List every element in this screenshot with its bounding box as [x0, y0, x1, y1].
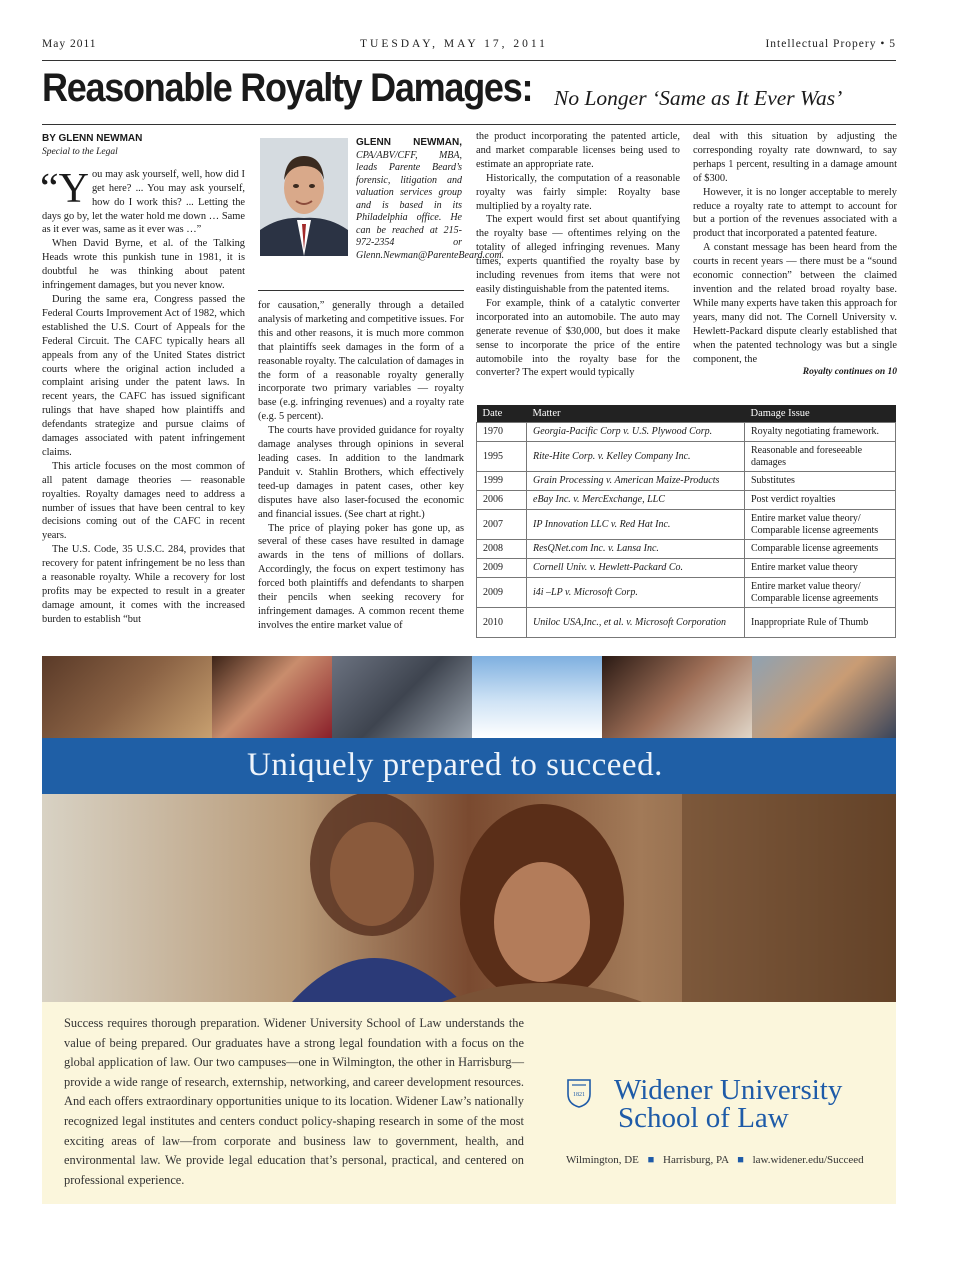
table-row: [477, 578, 896, 608]
bio-rule: [258, 290, 464, 291]
table-row: [477, 608, 896, 638]
paragraph: ou may ask yourself, well, how did I get here? ... You may ask yourself, how do I work this? ... Letting the days go by, let the water hold me down … Same as it ever was, same as it ever was …”: [42, 168, 245, 236]
cell-issue: Substitutes: [745, 472, 896, 491]
article-column-1: [42, 132, 245, 627]
paragraph: For example, think of a catalytic converter incorporated into an automobile. The auto may generate revenue of $30,000, but does it make sense to incorporate the price of the entire automobile into the royalty base for the converter? The expert would typically: [476, 297, 680, 379]
section-page: Intellectual Propery • 5: [765, 38, 896, 50]
damages-table: [476, 405, 896, 638]
table-row: [477, 442, 896, 472]
ad-logo-university: Widener University: [614, 1074, 843, 1106]
headline: Reasonable Royalty Damages:: [42, 66, 533, 110]
ad-photo-strip: [42, 656, 896, 738]
classroom-photo: [332, 656, 472, 738]
student-photo: [752, 656, 896, 738]
student-photo: [212, 656, 332, 738]
col-header-issue: Damage Issue: [745, 405, 896, 423]
cell-matter: Rite-Hite Corp. v. Kelley Company Inc.: [527, 442, 745, 472]
cell-matter: Grain Processing v. American Maize-Products: [527, 472, 745, 491]
continued-jump: Royalty continues on 10: [802, 367, 897, 378]
author-photo: [260, 138, 348, 256]
article-column-3: [476, 130, 680, 380]
table-row: [477, 491, 896, 510]
header-rule: [42, 60, 896, 61]
paragraph: Historically, the computation of a reasonable royalty was fairly simple: Royalty base multiplied by a royalty rate.: [476, 172, 680, 212]
paragraph: However, it is no longer acceptable to merely reduce a royalty rate to attempt to account for but a portion of the revenues associated with a product that incorporated a patented feature.: [693, 186, 897, 240]
cell-date: 2008: [477, 540, 527, 559]
cell-date: 2007: [477, 510, 527, 540]
faculty-photo: [602, 656, 752, 738]
cell-date: 1995: [477, 442, 527, 472]
paragraph: This article focuses on the most common of all patent damage theories — reasonable royalties. Royalty damages need to address a number of issues that have been central to key decisions coming out of the CAFC in recent years.: [42, 460, 245, 542]
ad-main-photo: [42, 794, 896, 1002]
bullet-icon: ■: [647, 1154, 655, 1166]
paragraph: The expert would first set about quantifying the royalty base — oftentimes relying on the totality of alleged infringing revenues. Many times, experts quantified the royalty base by including revenues from items that were not easily distinguishable from the patented items.: [476, 214, 680, 295]
widener-ad: [42, 656, 896, 1204]
byline-role: Special to the Legal: [42, 146, 118, 157]
shield-year: 1821: [573, 1092, 585, 1098]
cell-date: 1970: [477, 423, 527, 442]
cell-issue: Inappropriate Rule of Thumb: [745, 608, 896, 638]
article-column-4: [693, 130, 897, 380]
paragraph: The U.S. Code, 35 U.S.C. 284, provides that recovery for patent infringement be no less than a reasonable royalty. While a recovery for lost profits may be expected to result in a greater damage amount, it comes with the increased burden to establish “but: [42, 544, 245, 625]
author-name: GLENN NEWMAN,: [356, 137, 462, 148]
cell-issue: Entire market value theory: [745, 559, 896, 578]
cell-issue: Post verdict royalties: [745, 491, 896, 510]
cell-issue: Comparable license agreements: [745, 540, 896, 559]
cell-issue: Entire market value theory/ Comparable license agreements: [745, 578, 896, 608]
bullet-icon: ■: [737, 1154, 744, 1166]
cell-matter: eBay Inc. v. MercExchange, LLC: [527, 491, 745, 510]
table-row: [477, 559, 896, 578]
author-bio-text: CPA/ABV/CFF, MBA, leads Parente Beard’s forensic, litigation and valuation services group and is based in its Philadelphia office. He can be reached at 215-972-2354 or Glenn.Newman@ParenteBeard.com.: [356, 149, 505, 261]
table-row: [477, 423, 896, 442]
cell-date: 2009: [477, 559, 527, 578]
ad-location-harrisburg: Harrisburg, PA: [663, 1154, 729, 1166]
paragraph: The courts have provided guidance for royalty damage analyses through opinions in several leading cases. In addition to the landmark Panduit v. Stahlin Brothers, which effectively teed-up damages in patent cases, other key disputes have also laser-focused the economic and financial issues. (See chart at right.): [258, 425, 464, 520]
ad-logo-school: School of Law: [618, 1102, 789, 1134]
table-row: [477, 540, 896, 559]
paragraph: The price of playing poker has gone up, as several of these cases have resulted in damage awards in the tens of millions of dollars. Accordingly, the focus on expert testimony has forced both plaintiffs and defendants to sharpen their pencils when seeking recovery for infringement damages. A common recent theme involves the entire market value of: [258, 522, 464, 631]
ad-location-wilmington: Wilmington, DE: [566, 1154, 639, 1166]
paragraph: deal with this situation by adjusting the corresponding royalty rate downward, to say perhaps 1 percent, resulting in a damage amount of $300.: [693, 131, 897, 184]
sky-photo: [472, 656, 602, 738]
cell-matter: i4i –LP v. Microsoft Corp.: [527, 578, 745, 608]
cell-date: 2006: [477, 491, 527, 510]
paragraph: A constant message has been heard from the courts in recent years — there must be a “sound economic connection” between the claimed invention and the related broad royalty base. While many experts have taken this approach for years, many did not. The Cornell University v. Hewlett-Packard dispute clearly established that when the patented technology was but a single component, the: [693, 242, 897, 365]
table-row: [477, 472, 896, 491]
author-bio: [356, 137, 505, 262]
cell-matter: Georgia-Pacific Corp v. U.S. Plywood Corp.: [527, 423, 745, 442]
cell-date: 1999: [477, 472, 527, 491]
cell-issue: Royalty negotiating framework.: [745, 423, 896, 442]
cell-matter: Cornell Univ. v. Hewlett-Packard Co.: [527, 559, 745, 578]
drop-cap: “Y: [40, 165, 89, 212]
damages-table-wrap: [476, 405, 896, 638]
cell-matter: IP Innovation LLC v. Red Hat Inc.: [527, 510, 745, 540]
cell-matter: Uniloc USA,Inc., et al. v. Microsoft Corporation: [527, 608, 745, 638]
cell-issue: Reasonable and foreseeable damages: [745, 442, 896, 472]
paragraph: When David Byrne, et al. of the Talking Heads wrote this punkish tune in 1981, it is doubtful he was thinking about patent infringement damages, but you never know.: [42, 238, 245, 292]
paragraph: During the same era, Congress passed the Federal Courts Improvement Act of 1982, which established the U.S. Court of Appeals for the Federal Circuit. The CAFC typically hears all appeals from any of the United States district courts where the original action included a complaint arising under the patent laws. In recent years, the CAFC has issued significant rulings that have shaped how plaintiffs and defendants strategize and pursue claims of damages associated with patent infringement claims.: [42, 293, 245, 458]
headline-rule: [42, 124, 896, 125]
cell-date: 2010: [477, 608, 527, 638]
student-photo: [42, 656, 212, 738]
cell-issue: Entire market value theory/ Comparable license agreements: [745, 510, 896, 540]
col-header-matter: Matter: [527, 405, 745, 423]
col-header-date: Date: [477, 405, 527, 423]
paragraph: the product incorporating the patented article, and market comparable licenses being used to estimate an appropriate rate.: [476, 131, 680, 170]
article-column-2: [258, 299, 464, 633]
ad-tagline-band: [42, 738, 896, 794]
paragraph: for causation,” generally through a detailed analysis of marketing and competitive issues. For this and other reasons, it is much more common that plaintiffs seek damages in the form of a reasonable royalty. The calculation of damages in the form of a reasonable royalty generally incorporate two primary variables — royalty base (e.g. infringing revenues) and a royalty rate (e.g. 5 percent).: [258, 300, 465, 423]
cell-matter: ResQNet.com Inc. v. Lansa Inc.: [527, 540, 745, 559]
table-row: [477, 510, 896, 540]
issue-date: TUESDAY, MAY 17, 2011: [360, 38, 548, 50]
ad-locations: [566, 1154, 864, 1166]
ad-tagline: Uniquely prepared to succeed.: [247, 747, 663, 783]
ad-url[interactable]: law.widener.edu/Succeed: [752, 1154, 864, 1166]
ad-body-text: Success requires thorough preparation. Widener University School of Law understands the value of being prepared. Our graduates have a strong legal foundation with a focus on the global application of law. Our two campuses—one in Wilmington, the other in Harrisburg—provide a wide range of research, externship, networking, and career development resources. And each offers extraordinary opportunities unique to its location. Widener Law’s nationally recognized legal institutes and centers conduct policy-shaping research in some of the most exciting areas of law—from corporate and business law to government, health, and environmental law. We provide legal education that’s personal, practical, and centered on professional experience.: [64, 1016, 524, 1187]
subheadline: No Longer ‘Same as It Ever Was’: [554, 86, 843, 110]
cell-date: 2009: [477, 578, 527, 608]
issue-month: May 2011: [42, 38, 97, 50]
byline: BY GLENN NEWMAN: [42, 133, 143, 144]
